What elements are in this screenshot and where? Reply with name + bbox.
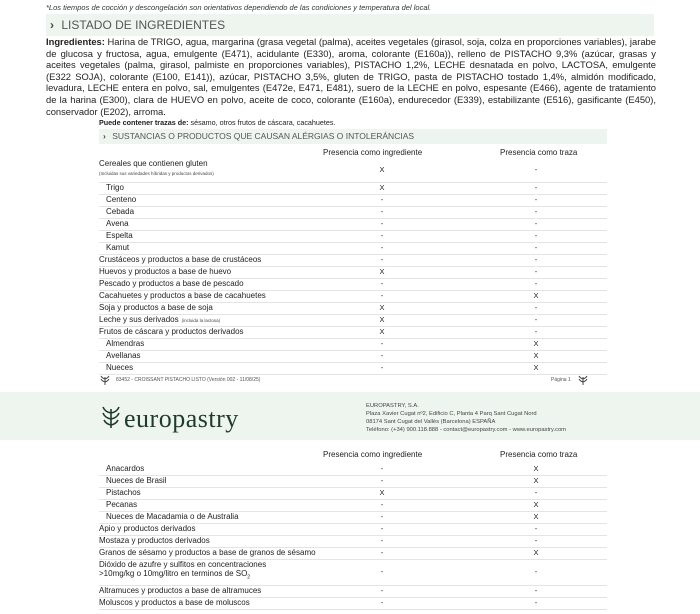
ingredient-presence: -: [380, 291, 384, 300]
column-header-trace: Presencia como traza: [500, 148, 578, 157]
allergen-name: Cacahuetes y productos a base de cacahuetes: [99, 291, 266, 300]
allergen-note: (incluida la lactosa): [181, 318, 221, 323]
company-name: EUROPASTRY, S.A.: [366, 403, 419, 409]
traces-list: sésamo, otros frutos de cáscara, cacahuetes.: [188, 118, 336, 127]
trace-presence: -: [534, 303, 538, 312]
allergen-name: Nueces de Brasil: [106, 476, 167, 485]
page-footer: [99, 374, 607, 386]
trace-presence: X: [533, 500, 539, 509]
allergen-name: Centeno: [106, 195, 137, 204]
company-info: [366, 402, 566, 434]
trace-presence: -: [534, 255, 538, 264]
allergen-name: Nueces de Macadamia o de Australia: [106, 512, 239, 521]
ingredient-presence: -: [380, 231, 384, 240]
section-title: SUSTANCIAS O PRODUCTOS QUE CAUSAN ALÉRGIAS O INTOLERÁNCIAS: [112, 131, 415, 141]
allergen-label: [99, 560, 266, 581]
trace-presence: -: [534, 267, 538, 276]
ingredient-presence: -: [380, 255, 384, 264]
ingredient-presence: -: [380, 207, 384, 216]
ingredient-presence: -: [380, 279, 384, 288]
allergen-name: Avellanas: [106, 351, 141, 360]
trace-presence: X: [533, 291, 539, 300]
allergen-label: [99, 267, 231, 276]
allergen-name: Crustáceos y productos a base de crustáceos: [99, 255, 262, 264]
section-title: LISTADO DE INGREDIENTES: [61, 18, 226, 32]
allergen-label: [106, 351, 141, 360]
company-address-line2: 08174 Sant Cugat del Vallès (Barcelona) ESPAÑA: [366, 419, 496, 425]
allergen-label: [99, 327, 244, 336]
ingredient-presence: -: [380, 598, 384, 607]
allergen-name: Avena: [106, 219, 129, 228]
ingredient-presence: -: [380, 339, 384, 348]
table-row: [99, 158, 607, 183]
logo-text: europastry: [124, 404, 239, 433]
allergen-label: [106, 339, 144, 348]
trace-presence: -: [534, 279, 538, 288]
allergen-note: (Incluidas sus variedades híbridas y productos derivados): [99, 171, 214, 176]
allergen-name: Cereales que contienen gluten: [99, 159, 208, 168]
allergen-name-cont: >10mg/kg o 10mg/litro en terminos de SO: [99, 569, 248, 578]
allergen-name: Trigo: [106, 183, 124, 192]
allergen-label: [106, 512, 239, 521]
ingredient-presence: -: [380, 500, 384, 509]
allergen-label: [106, 464, 144, 473]
trace-presence: -: [534, 183, 538, 192]
allergen-name: Pecanas: [106, 500, 138, 509]
allergen-name: Almendras: [106, 339, 145, 348]
allergen-name: Pescado y productos a base de pescado: [99, 279, 244, 288]
ingredient-presence: -: [380, 219, 384, 228]
trace-presence: -: [534, 327, 538, 336]
trace-presence: X: [533, 476, 539, 485]
allergen-label: [99, 315, 220, 324]
chevron-right-icon: ›: [103, 131, 106, 141]
wheat-icon: [577, 374, 589, 386]
ingredient-presence: X: [379, 488, 385, 497]
allergen-label: [99, 598, 250, 607]
wheat-icon: [99, 374, 111, 386]
trace-presence: X: [533, 339, 539, 348]
allergen-label: [99, 291, 266, 300]
ingredient-presence: X: [379, 327, 385, 336]
allergen-name: Moluscos y productos a base de moluscos: [99, 598, 250, 607]
allergen-name: Cebada: [106, 207, 135, 216]
traces-label: Puede contener trazas de:: [99, 118, 189, 127]
ingredients-label: Ingredientes:: [46, 36, 105, 47]
allergen-name: Apio y productos derivados: [99, 524, 196, 533]
allergen-label: [99, 303, 213, 312]
allergen-label: [99, 536, 210, 545]
ingredient-presence: -: [380, 351, 384, 360]
allergen-label: [106, 183, 124, 192]
trace-presence: -: [534, 219, 538, 228]
section-header-allergens: [99, 129, 607, 144]
trace-presence: -: [534, 207, 538, 216]
table-row: [99, 597, 607, 610]
allergen-label: [106, 488, 141, 497]
chevron-right-icon: ›: [50, 18, 54, 32]
allergen-label: [106, 195, 136, 204]
subscript: 2: [247, 574, 251, 581]
wheat-logo-icon: [101, 403, 121, 429]
allergen-name: Altramuces y productos a base de altramuces: [99, 586, 262, 595]
column-header-trace: Presencia como traza: [500, 450, 578, 459]
ingredient-presence: -: [380, 243, 384, 252]
allergen-label: [99, 548, 316, 557]
trace-presence: X: [533, 363, 539, 372]
allergen-label: [99, 255, 261, 264]
document-reference: 83452 - CROISSANT PISTACHO LISTO (Versión 002 - 11/08/25): [116, 377, 261, 383]
trace-presence: -: [534, 243, 538, 252]
trace-presence: X: [533, 464, 539, 473]
allergen-name: Leche y sus derivados: [99, 315, 179, 324]
allergen-label: [106, 363, 133, 372]
allergen-label: [106, 207, 134, 216]
ingredient-presence: -: [380, 524, 384, 533]
trace-presence: -: [534, 567, 538, 576]
allergen-label: [99, 524, 196, 533]
allergen-name: Dióxido de azufre y sulfitos en concentraciones: [99, 560, 267, 569]
ingredients-text: [46, 36, 656, 117]
trace-presence: X: [533, 351, 539, 360]
allergen-name: Granos de sésamo y productos a base de granos de sésamo: [99, 548, 316, 557]
traces-text: [99, 118, 336, 127]
trace-presence: -: [534, 586, 538, 595]
ingredient-presence: X: [379, 267, 385, 276]
trace-presence: -: [534, 536, 538, 545]
allergen-name: Pistachos: [106, 488, 141, 497]
ingredient-presence: X: [379, 165, 385, 174]
ingredient-presence: -: [380, 363, 384, 372]
allergen-label: [106, 476, 166, 485]
ingredient-presence: -: [380, 567, 384, 576]
column-header-ingredient: Presencia como ingrediente: [323, 450, 423, 459]
trace-presence: -: [534, 524, 538, 533]
allergen-name: Huevos y productos a base de huevo: [99, 267, 232, 276]
company-address-line1: Plaza Xavier Cugat nº2, Edificio C, Planta 4 Parq Sant Cugat Nord: [366, 411, 537, 417]
allergen-name: Nueces: [106, 363, 134, 372]
page-number: Página 1: [551, 377, 571, 383]
ingredient-presence: X: [379, 315, 385, 324]
allergen-name: Soja y productos a base de soja: [99, 303, 213, 312]
trace-presence: -: [534, 165, 538, 174]
trace-presence: -: [534, 488, 538, 497]
ingredient-presence: -: [380, 586, 384, 595]
section-header-ingredients: [46, 14, 654, 36]
table-row: [99, 559, 607, 586]
trace-presence: -: [534, 231, 538, 240]
ingredient-presence: -: [380, 476, 384, 485]
trace-presence: -: [534, 315, 538, 324]
trace-presence: X: [533, 548, 539, 557]
allergen-name: Frutos de cáscara y productos derivados: [99, 327, 244, 336]
allergen-name: Espelta: [106, 231, 133, 240]
europastry-logo: [101, 403, 239, 434]
ingredient-presence: X: [379, 183, 385, 192]
ingredient-presence: X: [379, 303, 385, 312]
allergen-name: Kamut: [106, 243, 130, 252]
ingredients-list: Harina de TRIGO, agua, margarina (grasa vegetal (palma), aceites vegetales (girasol, soja, colza en proporciones variables), jarabe de glucosa y fructosa, agua, emulgente (E471), acidulante (E330), aroma, colorante (E160a)), relleno de PISTACHO 9,3% (azúcar, grasas y aceites vegetales (palma, girasol, palmiste en proporciones variables), PISTACHO 1,2%, LECHE desnatada en polvo, LACTOSA, emulgente (E322 SOJA), colorante (E100, E141)), azúcar, PISTACHO 3,5%, gluten de TRIGO, pasta de PISTACHO tostado 1,4%, almidón modificado, levadura, LECHE entera en polvo, sal, emulgentes (E472e, E471, E481), suero de la LECHE en polvo, espesante (E466), agente de tratamiento de la harina (E300), clara de HUEVO en polvo, aceite de coco, colorante (E160a), endurecedor (E339), estabilizante (E516), gasificante (E450), conservador (E202), arroma.: [46, 36, 656, 117]
ingredient-presence: -: [380, 548, 384, 557]
allergen-label: [99, 159, 214, 176]
ingredient-presence: -: [380, 536, 384, 545]
allergen-name: Mostaza y productos derivados: [99, 536, 210, 545]
allergen-label: [106, 231, 133, 240]
company-contact: Teléfono: (+34) 900.118.888 - contact@europastry.com - www.europastry.com: [366, 427, 567, 433]
allergen-label: [99, 586, 261, 595]
ingredient-presence: -: [380, 464, 384, 473]
ingredient-presence: -: [380, 512, 384, 521]
trace-presence: -: [534, 598, 538, 607]
allergen-label: [99, 279, 244, 288]
ingredient-presence: -: [380, 195, 384, 204]
allergen-label-line2: [99, 569, 266, 581]
allergen-label: [106, 243, 129, 252]
disclaimer-note: *Los tiempos de cocción y descongelación son orientativos dependiendo de las condiciones y temperatura del local.: [46, 3, 432, 12]
trace-presence: -: [534, 195, 538, 204]
trace-presence: X: [533, 512, 539, 521]
column-header-ingredient: Presencia como ingrediente: [323, 148, 423, 157]
allergen-label: [106, 219, 129, 228]
allergen-label: [106, 500, 137, 509]
allergen-name: Anacardos: [106, 464, 145, 473]
